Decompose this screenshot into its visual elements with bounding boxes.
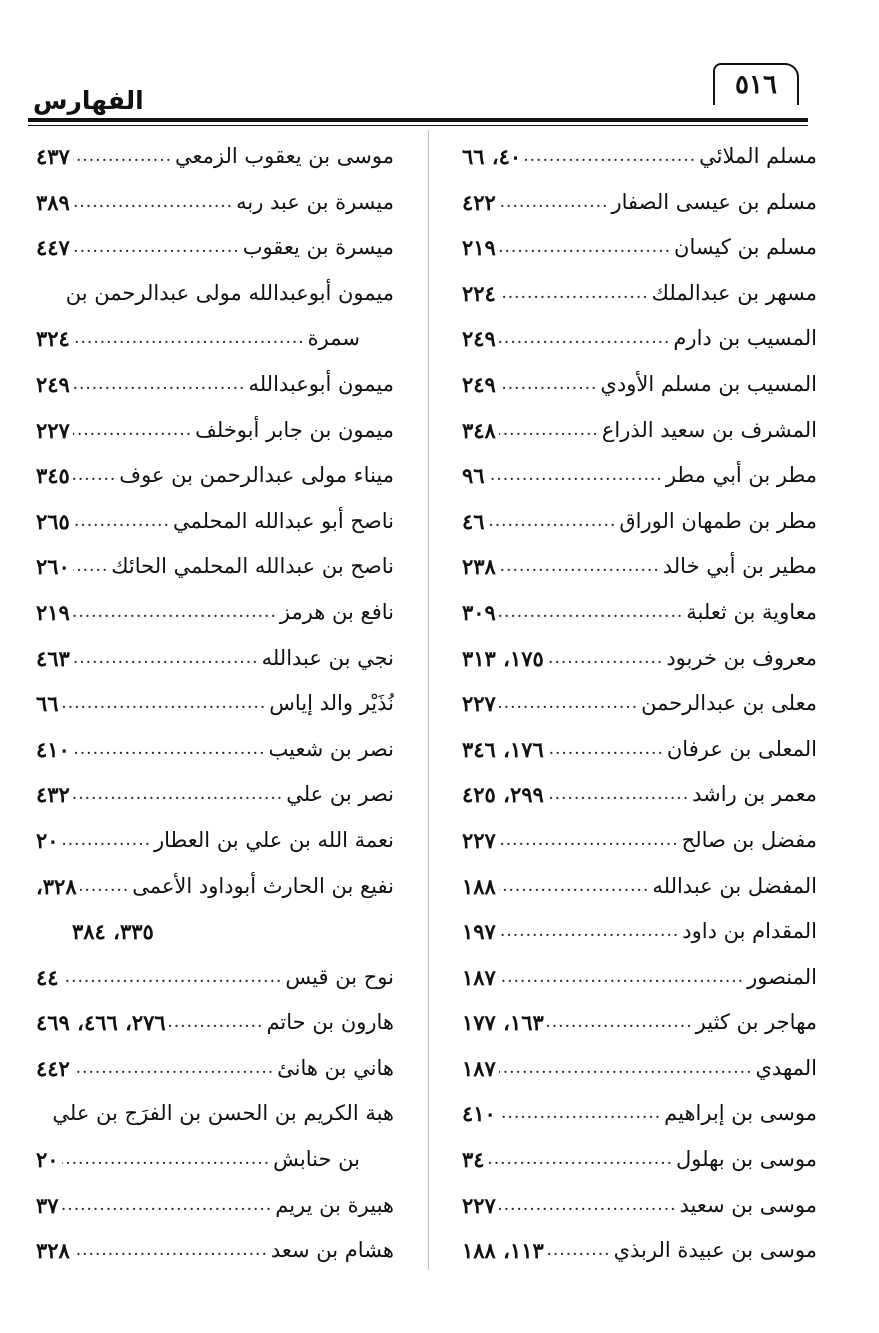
leader-dots (499, 1183, 677, 1229)
index-entry (462, 134, 817, 180)
index-entry (462, 225, 817, 271)
leader-dots (524, 134, 696, 180)
entry-pages: ٤٤٧ (36, 235, 70, 261)
index-entry (462, 271, 817, 317)
leader-dots (499, 408, 599, 454)
entry-pages: ٢٢٧ (462, 1192, 496, 1218)
page-number-box (713, 63, 799, 105)
entry-pages: ٣٤ (462, 1147, 485, 1173)
index-entry (36, 225, 394, 271)
entry-pages: ٢٣٨ (462, 554, 496, 580)
entry-pages: ٩٦ (462, 463, 485, 489)
entry-pages: ٤٠، ٦٦ (462, 144, 522, 169)
index-entry (462, 864, 817, 910)
leader-dots (499, 544, 660, 590)
index-entry (36, 180, 394, 226)
entry-name: مهاجر بن كثير (695, 1010, 817, 1035)
entry-name: هشام بن سعد (270, 1238, 394, 1263)
leader-dots (499, 225, 671, 271)
leader-dots (73, 636, 259, 682)
leader-dots (499, 180, 609, 226)
entry-pages: ٢٠ (36, 1147, 59, 1173)
entry-pages: ١٨٧ (462, 964, 496, 990)
index-entry (36, 1000, 394, 1046)
entry-name: نعمة الله بن علي بن العطار (154, 827, 394, 852)
index-entry (36, 727, 394, 773)
entry-pages: ٤٣٧ (36, 144, 70, 169)
entry-pages: ٢١٩ (36, 599, 70, 625)
index-entry (36, 909, 394, 955)
leader-dots (73, 134, 172, 180)
index-entry (36, 1137, 394, 1183)
leader-dots (499, 590, 683, 636)
index-entry (462, 772, 817, 818)
leader-dots (499, 271, 649, 317)
entry-pages: ٤٤٢ (36, 1055, 70, 1081)
leader-dots (62, 1137, 271, 1183)
leader-dots (73, 1046, 274, 1092)
leader-dots (62, 681, 267, 727)
index-entry (462, 590, 817, 636)
entry-name: ميسرة بن عبد ربه (236, 189, 394, 214)
index-entry (36, 316, 394, 362)
entry-name: ميمون أبوعبدالله مولى عبدالرحمن بن (65, 280, 394, 305)
leader-dots (62, 955, 283, 1001)
entry-pages: ٢٤٩ (36, 371, 70, 397)
index-entry (462, 727, 817, 773)
entry-pages: ٣٣٥، ٣٨٤ (72, 919, 154, 945)
entry-name: نافع بن هرمز (279, 599, 394, 624)
leader-dots (547, 1228, 611, 1274)
column-divider (428, 130, 429, 1270)
leader-dots (73, 590, 277, 636)
entry-pages: ٤٣٢ (36, 782, 70, 808)
entry-name: مسلم الملائي (699, 144, 817, 168)
entry-pages: ١١٣، ١٨٨ (462, 1238, 544, 1264)
entry-name: هبيرة بن يريم (275, 1192, 394, 1217)
leader-dots (73, 362, 246, 408)
index-entry (462, 1183, 817, 1229)
index-entry (462, 1091, 817, 1137)
leader-dots (73, 772, 283, 818)
index-entry (462, 180, 817, 226)
entry-name: مطر بن طمهان الوراق (619, 508, 817, 533)
index-entry (462, 818, 817, 864)
entry-name: نصر بن شعيب (268, 736, 394, 761)
leader-dots (169, 1000, 264, 1046)
leader-dots (62, 818, 151, 864)
index-entry (36, 271, 394, 317)
entry-name: موسى بن يعقوب الزمعي (175, 144, 394, 168)
leader-dots (547, 727, 664, 773)
leader-dots (80, 864, 130, 910)
entry-name: ناصح أبو عبدالله المحلمي (172, 508, 394, 533)
entry-name: نُذَيْر والد إياس (269, 691, 394, 716)
entry-pages: ١٧٥، ٣١٣ (462, 645, 544, 671)
leader-dots (488, 453, 663, 499)
index-entry (462, 681, 817, 727)
leader-dots (73, 544, 108, 590)
leader-dots (73, 727, 266, 773)
index-entry (36, 1091, 394, 1137)
index-entry (462, 1046, 817, 1092)
index-entry (36, 636, 394, 682)
entry-name: هبة الكريم بن الحسن بن الفرَج بن علي (52, 1101, 394, 1126)
leader-dots (73, 1228, 268, 1274)
entry-pages: ٢٩٩، ٤٢٥ (462, 782, 544, 808)
right-column (462, 134, 817, 1274)
entry-pages: ٣٢٨، (36, 873, 77, 899)
entry-pages: ٣٤٨ (462, 417, 496, 443)
entry-name: مسلم بن عيسى الصفار (611, 189, 817, 214)
index-entry (462, 1000, 817, 1046)
leader-dots (499, 1091, 661, 1137)
index-entry (36, 453, 394, 499)
entry-name: مسهر بن عبدالملك (651, 280, 817, 305)
entry-name: المشرف بن سعيد الذراع (601, 417, 817, 442)
entry-name: نفيع بن الحارث أبوداود الأعمى (132, 873, 394, 898)
index-entry (462, 544, 817, 590)
entry-pages: ٤١٠ (462, 1101, 496, 1127)
entry-name: المنصور (747, 964, 817, 989)
index-entry (36, 864, 394, 910)
entry-name: معاوية بن ثعلبة (686, 599, 817, 624)
entry-name: مسلم بن كيسان (674, 235, 817, 260)
index-entry (36, 134, 394, 180)
entry-name: نصر بن علي (286, 782, 394, 807)
index-entry (36, 955, 394, 1001)
leader-dots (73, 316, 305, 362)
entry-pages: ٢٢٧ (462, 691, 496, 717)
leader-dots (547, 772, 689, 818)
leader-dots (73, 225, 240, 271)
entry-name: المفضل بن عبدالله (652, 873, 817, 898)
entry-pages: ٤١٠ (36, 736, 70, 762)
index-entry (36, 1228, 394, 1274)
entry-pages: ٣٢٨ (36, 1238, 70, 1264)
entry-name: معروف بن خربود (666, 645, 817, 670)
leader-dots (499, 955, 744, 1001)
entry-pages: ٤٦ (462, 508, 485, 534)
entry-pages: ١٨٨ (462, 873, 496, 899)
entry-name: نوح بن قيس (285, 964, 394, 989)
index-entry (462, 362, 817, 408)
index-entry (462, 316, 817, 362)
entry-name: ميمون بن جابر أبوخلف (195, 417, 394, 442)
entry-pages: ١٩٧ (462, 919, 496, 945)
leader-dots (73, 499, 170, 545)
entry-name: موسى بن عبيدة الربذي (613, 1238, 817, 1263)
entry-name: بن حنابش (273, 1147, 360, 1172)
entry-pages: ٣٨٩ (36, 189, 70, 215)
entry-name: معمر بن راشد (692, 782, 817, 807)
entry-name: مفضل بن صالح (681, 827, 817, 852)
entry-pages: ٢٦٥ (36, 508, 70, 534)
header-rule-thin (28, 125, 808, 126)
index-entry (36, 772, 394, 818)
entry-name: هارون بن حاتم (266, 1010, 394, 1035)
entry-pages: ٢١٩ (462, 235, 496, 261)
entry-pages: ٤٤ (36, 964, 59, 990)
page-number: ٥١٦ (735, 70, 777, 100)
leader-dots (547, 636, 664, 682)
leader-dots (499, 681, 638, 727)
index-entry (462, 1228, 817, 1274)
entry-pages: ٢٢٤ (462, 280, 496, 306)
entry-pages: ١٨٧ (462, 1055, 496, 1081)
entry-pages: ٢٦٠ (36, 554, 70, 580)
entry-name: معلى بن عبدالرحمن (641, 691, 817, 716)
header-rule-thick (28, 118, 808, 122)
entry-name: موسى بن بهلول (676, 1147, 817, 1172)
index-entry (462, 499, 817, 545)
index-entry (36, 408, 394, 454)
entry-pages: ٣٢٤ (36, 326, 70, 352)
index-entry (36, 499, 394, 545)
entry-name: مطير بن أبي خالد (662, 554, 817, 579)
entry-pages: ١٧٦، ٣٤٦ (462, 736, 544, 762)
entry-pages: ٣٤٥ (36, 463, 70, 489)
leader-dots (499, 909, 679, 955)
index-entry (36, 681, 394, 727)
entry-pages: ٣٧ (36, 1192, 59, 1218)
leader-dots (73, 453, 116, 499)
leader-dots (73, 408, 192, 454)
leader-dots (499, 362, 598, 408)
index-entry (462, 1137, 817, 1183)
leader-dots (499, 864, 650, 910)
entry-name: موسى بن سعيد (679, 1192, 817, 1217)
index-entry (36, 544, 394, 590)
index-entry (36, 590, 394, 636)
index-entry (36, 818, 394, 864)
entry-pages: ٢٧٦، ٤٦٦، ٤٦٩ (36, 1010, 166, 1036)
entry-pages: ٢٤٩ (462, 371, 496, 397)
index-entry (462, 408, 817, 454)
leader-dots (499, 1046, 753, 1092)
index-entry (462, 955, 817, 1001)
leader-dots (73, 180, 233, 226)
index-entry (36, 1183, 394, 1229)
leader-dots (488, 499, 617, 545)
index-entry (462, 909, 817, 955)
index-entry (462, 636, 817, 682)
entry-pages: ٣٠٩ (462, 599, 496, 625)
entry-pages: ٢٤٩ (462, 326, 496, 352)
entry-name: سمرة (307, 326, 360, 351)
left-column (36, 134, 394, 1274)
entry-pages: ٤٢٢ (462, 189, 496, 215)
entry-name: هاني بن هانئ (277, 1055, 394, 1080)
entry-name: مطر بن أبي مطر (665, 463, 817, 488)
leader-dots (499, 316, 671, 362)
entry-name: المسيب بن مسلم الأودي (600, 371, 817, 396)
entry-name: المسيب بن دارم (673, 326, 817, 351)
section-title: الفهارس (33, 86, 144, 115)
leader-dots (62, 1183, 273, 1229)
leader-dots (488, 1137, 673, 1183)
entry-name: المعلى بن عرفان (666, 736, 817, 761)
index-entry (36, 362, 394, 408)
entry-name: نجي بن عبدالله (261, 645, 394, 670)
entry-pages: ٤٦٣ (36, 645, 70, 671)
entry-name: ميناء مولى عبدالرحمن بن عوف (119, 463, 394, 488)
entry-name: ناصح بن عبدالله المحلمي الحائك (111, 554, 394, 579)
leader-dots (547, 1000, 693, 1046)
entry-name: المقدام بن داود (682, 919, 817, 944)
index-entry (36, 1046, 394, 1092)
entry-pages: ٦٦ (36, 691, 59, 717)
entry-pages: ٢٢٧ (36, 417, 70, 443)
entry-pages: ١٦٣، ١٧٧ (462, 1010, 544, 1036)
index-entry (462, 453, 817, 499)
entry-name: المهدي (755, 1055, 817, 1080)
entry-name: ميسرة بن يعقوب (242, 235, 394, 260)
entry-name: موسى بن إبراهيم (664, 1101, 817, 1126)
entry-pages: ٢٢٧ (462, 827, 496, 853)
entry-name: ميمون أبوعبدالله (248, 371, 394, 396)
leader-dots (499, 818, 679, 864)
entry-pages: ٢٠ (36, 827, 59, 853)
